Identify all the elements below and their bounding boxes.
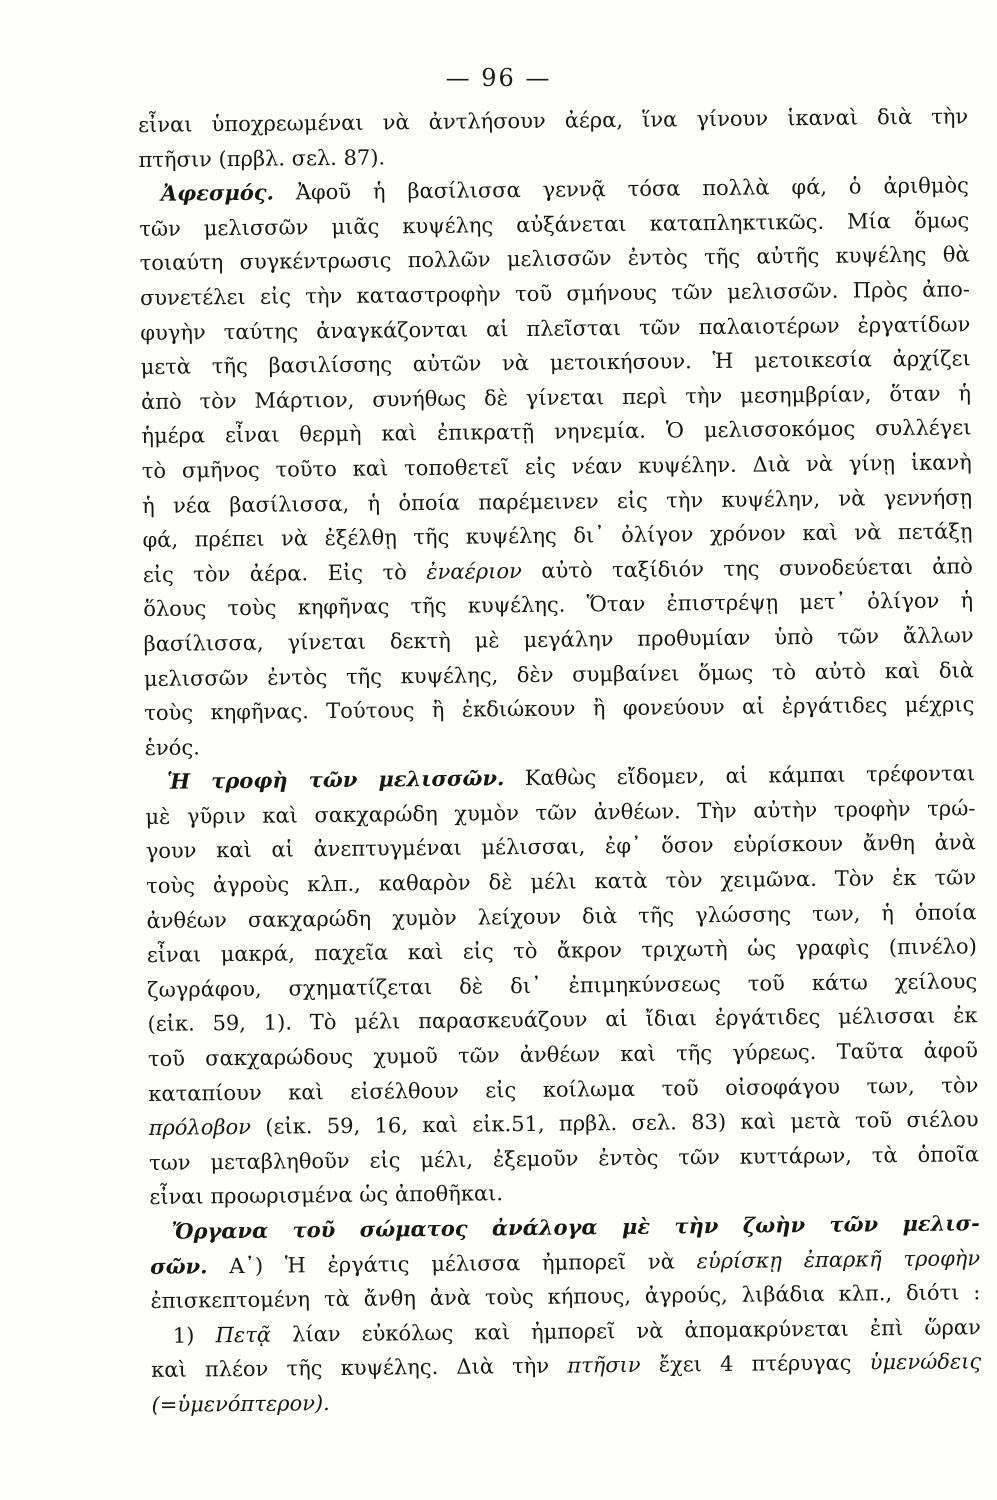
text-line: (εἰκ. 59, 1). Τὸ μέλι παρασκευάζουν αἱ ἴδιαι ἐργάτιδες μέλισσαι ἐκ	[147, 1003, 978, 1037]
text-line: ζωγράφου, σχηματίζεται δὲ δι᾽ ἐπιμηκύνσεως τοῦ κάτω χείλους	[147, 969, 978, 1002]
italic-term: εὑρίσκῃ ἐπαρκῆ τροφὴν	[696, 1245, 981, 1273]
body-text	[138, 99, 982, 1422]
section-heading: Ὄργανα τοῦ σώματος ἀνάλογα μὲ τὴν ζωὴν τῶν μελισ-	[171, 1210, 980, 1244]
text-line: μετὰ τῆς βασιλίσσης αὐτῶν νὰ μετοικήσουν. Ἡ μετοικεσία ἀρχίζει	[140, 346, 971, 380]
text-line: τοῦ σακχαρώδους χυμοῦ τῶν ἀνθέων καὶ τῆς γύρεως. Ταῦτα ἀφοῦ	[147, 1038, 979, 1071]
text-line: γουν καὶ αἱ ἀνεπτυγμέναι μέλισσαι, ἐφ᾽ ὅσον εὑρίσκουν ἄνθη ἀνὰ	[145, 830, 976, 864]
text-line: τοιαύτη συγκέντρωσις πολλῶν μελισσῶν ἐντὸς τῆς αὐτῆς κυψέλης θὰ	[139, 242, 970, 276]
italic-term: ὑμενώδεις	[869, 1349, 982, 1375]
italic-term: πτῆσιν	[567, 1353, 641, 1378]
text-line: καὶ πλέον τῆς κυψέλης. Διὰ τὴν πτῆσιν ἔχει 4 πτέρυγας ὑμενώδεις	[151, 1349, 982, 1383]
text-line: εἰς τὸν ἀέρα. Εἰς τὸ ἐναέριον αὐτὸ ταξίδιόν της συνοδεύεται ἀπὸ	[142, 554, 973, 587]
italic-term: Πετᾷ	[215, 1322, 272, 1348]
text-line: εἶναι ὑποχρεωμέναι νὰ ἀντλήσουν ἀέρα, ἵνα γίνουν ἱκαναὶ διὰ τὴν	[138, 104, 969, 137]
section-trofi: Ἡ τροφὴ τῶν μελισσῶν. Καθὼς εἴδομεν, αἱ κάμπαι τρέφονται	[145, 757, 975, 800]
text-line: πτῆσιν (πρβλ. σελ. 87).	[138, 145, 386, 172]
text-line: εἶναι μακρά, παχεῖα καὶ εἰς τὸ ἄκρον τριχωτὴ ὡς γραφὶς (πινέλο)	[146, 934, 977, 968]
page-number: — 96 —	[445, 64, 552, 92]
section-heading: Ἡ τροφὴ τῶν μελισσῶν.	[166, 765, 505, 795]
italic-term: ἐναέριον	[426, 558, 522, 584]
text-line	[151, 1379, 981, 1422]
text-line: ἡ νέα βασίλισσα, ἡ ὁποία παρέμεινεν εἰς τὴν κυψέλην, νὰ γεννήσῃ	[142, 484, 973, 518]
text-line: καταπίουν καὶ εἰσέλθουν εἰς κοίλωμα τοῦ οἰσοφάγου των, τὸν	[148, 1072, 979, 1106]
text-line: τὸ σμῆνος τοῦτο καὶ τοποθετεῖ εἰς νέαν κυψέλην. Διὰ νὰ γίνῃ ἱκανὴ	[141, 450, 972, 483]
text-line: τῶν μελισσῶν μιᾶς κυψέλης αὐξάνεται καταπληκτικῶς. Μία ὅμως	[139, 208, 970, 241]
italic-term: (=ὑμενόπτερον).	[151, 1391, 330, 1417]
text-line: ἑνός.	[144, 735, 200, 760]
section-heading: Ἀφεσμός.	[160, 179, 275, 206]
text-line: 1) Πετᾷ λίαν εὐκόλως καὶ ἠμπορεῖ νὰ ἀπομακρύνεται ἐπὶ ὥραν	[172, 1315, 981, 1348]
text-line: φυγὴν ταύτης ἀναγκάζονται αἱ πλεῖσται τῶν παλαιοτέρων ἐργατίδων	[140, 311, 971, 345]
text-line: τοὺς κηφῆνας. Τούτους ἢ ἐκδιώκουν ἢ φονεύουν αἱ ἐργάτιδες μέχρις	[144, 692, 975, 726]
text-line: βασίλισσα, γίνεται δεκτὴ μὲ μεγάλην προθυμίαν ὑπὸ τῶν ἄλλων	[143, 623, 974, 656]
text-line: φά, πρέπει νὰ ἐξέλθῃ τῆς κυψέλης δι᾽ ὀλίγον χρόνον καὶ νὰ πετάξῃ	[142, 519, 973, 553]
text-line: μελισσῶν ἐντὸς τῆς κυψέλης, δὲν συμβαίνει ὅμως τὸ αὐτὸ καὶ διὰ	[143, 657, 975, 691]
text-line: συνετέλει εἰς τὴν καταστροφὴν τοῦ σμήνους τῶν μελισσῶν. Πρὸς ἀπο-	[139, 277, 971, 310]
section-heading: σῶν.	[149, 1252, 208, 1279]
text-line: ὅλους τοὺς κηφῆνας τῆς κυψέλης. Ὅταν ἐπιστρέψῃ μετ᾽ ὀλίγον ἡ	[143, 588, 974, 622]
text-line: ἡμέρα εἶναι θερμὴ καὶ ἐπικρατῇ νηνεμία. Ὁ μελισσοκόμος συλλέγει	[141, 415, 972, 449]
italic-term: πρόλοβον	[148, 1115, 252, 1141]
text-line: των μεταβληθοῦν εἰς μέλι, ἐξεμοῦν ἐντὸς τῶν κυττάρων, τὰ ὁποῖα	[148, 1142, 980, 1175]
text-line: μὲ γῦριν καὶ σακχαρώδη χυμὸν τῶν ἀνθέων. Τὴν αὐτὴν τροφὴν τρώ-	[145, 796, 976, 829]
text-line: ἐπισκεπτομένη τὰ ἄνθη ἀνὰ τοὺς κήπους, ἀγρούς, λιβάδια κλπ., διότι :	[150, 1280, 981, 1314]
text-line: πρόλοβον (εἰκ. 59, 16, καὶ εἰκ.51, πρβλ. σελ. 83) καὶ μετὰ τοῦ σιέλου	[148, 1107, 979, 1141]
text-line: σῶν. Α᾽) Ἡ ἐργάτις μέλισσα ἠμπορεῖ νὰ εὑρίσκῃ ἐπαρκῆ τροφὴν	[149, 1245, 981, 1279]
section-afesmos: Ἀφεσμός. Ἀφοῦ ἡ βασίλισσα γεννᾷ τόσα πολλὰ φά, ὁ ἀριθμὸς	[160, 173, 969, 206]
text-line: ἀπὸ τὸν Μάρτιον, συνήθως δὲ γίνεται περὶ τὴν μεσημβρίαν, ὅταν ἡ	[140, 381, 972, 414]
text-line: ἀνθέων σακχαρώδη χυμὸν λείχουν διὰ τῆς γλώσσης των, ἡ ὁποία	[146, 899, 977, 933]
text-line: εἶναι προωρισμένα ὡς ἀποθῆκαι.	[149, 1181, 504, 1210]
text-line: τοὺς ἀγροὺς κλπ., καθαρὸν δὲ μέλι κατὰ τὸν χειμῶνα. Τὸν ἐκ τῶν	[146, 865, 977, 899]
